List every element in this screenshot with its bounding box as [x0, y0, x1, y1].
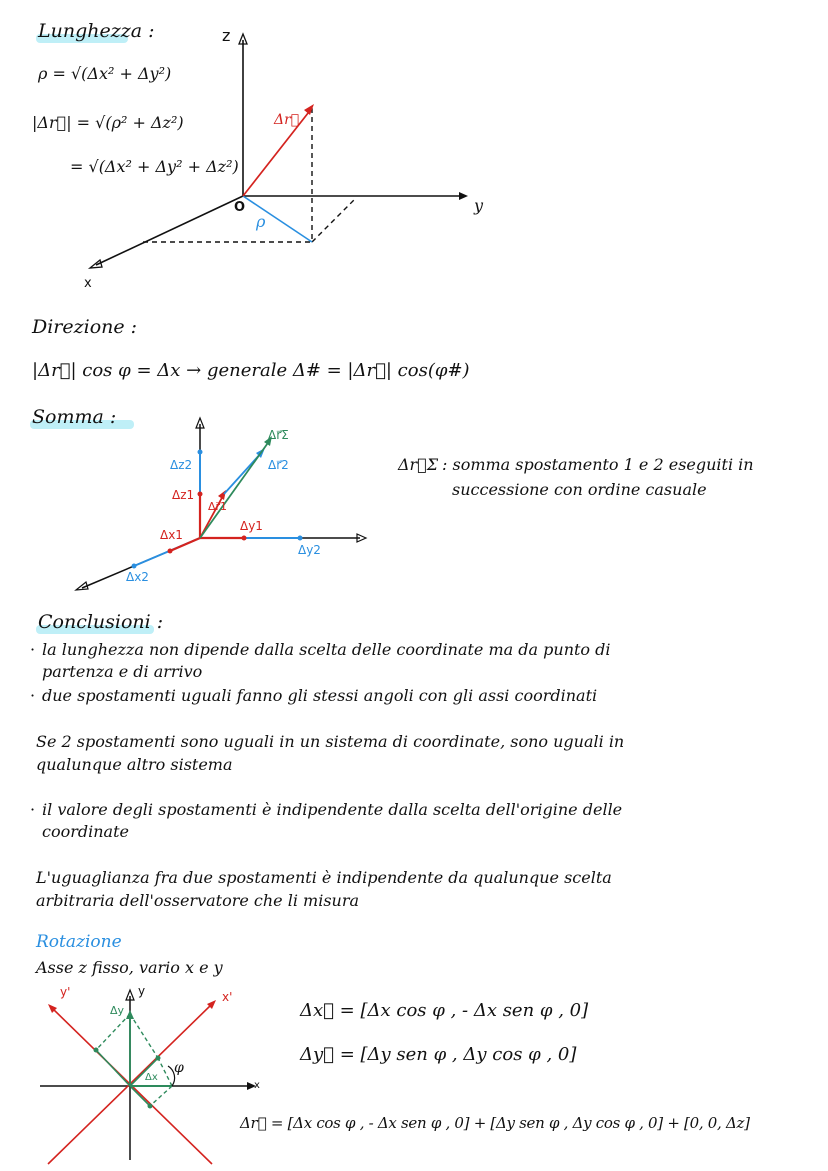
dy2-label: Δy2: [298, 543, 321, 557]
sum-note-symbol: Δr⃗Σ: [398, 455, 439, 474]
conclusion-para2-line1: L'uguaglianza fra due spostamenti è indipendente da qualunque scelta: [36, 868, 612, 887]
conclusion-para1-line1: Se 2 spostamenti sono uguali in un sistema di coordinate, sono uguali in: [36, 732, 625, 751]
conclusion-3-line1: il valore degli spostamenti è indipendente dalla scelta dell'origine delle: [42, 800, 623, 819]
bullet-dot: ·: [30, 686, 36, 705]
displacement-magnitude-equation: |Δr⃗| = √(ρ² + Δz²): [32, 113, 184, 132]
rot-eq-dx: Δx⃗ = [Δx cos φ , - Δx sen φ , 0]: [300, 1000, 589, 1021]
dy1-label: Δy1: [240, 519, 263, 533]
rot-y-axis-label: y: [138, 984, 146, 998]
rot-xprime-label: x': [222, 990, 233, 1004]
conclusion-2: due spostamenti uguali fanno gli stessi angoli con gli assi coordinati: [42, 686, 598, 705]
length-heading: Lunghezza :: [38, 20, 155, 42]
rot-dy-label: Δy: [110, 1004, 125, 1017]
rot-dx-label: Δx: [145, 1072, 158, 1083]
dr1-label: Δr⃗1: [208, 500, 228, 513]
rot-phi-label: φ: [174, 1060, 184, 1076]
conclusion-para1-line2: qualunque altro sistema: [36, 755, 233, 774]
displacement-label: Δr⃗: [274, 112, 300, 128]
y-axis-label: y: [474, 196, 484, 215]
origin-label: O: [234, 200, 246, 215]
rot-yprime-label: y': [60, 985, 71, 999]
sum-note-line2: successione con ordine casuale: [452, 480, 707, 499]
sum-vector-label: Δr⃗Σ: [268, 428, 289, 442]
conclusions-heading: Conclusioni :: [38, 611, 164, 633]
conclusion-1-line1: la lunghezza non dipende dalla scelta delle coordinate ma da punto di: [42, 640, 611, 659]
rot-x-axis-label: x: [254, 1080, 260, 1091]
rot-eq-dr: Δr⃗ = [Δx cos φ , - Δx sen φ , 0] + [Δy sen φ , Δy cos φ , 0] + [0, 0, Δz]: [240, 1114, 750, 1132]
x-axis-label: x: [84, 276, 92, 291]
rho-equation: ρ = √(Δx² + Δy²): [38, 64, 172, 83]
rho-label: ρ: [256, 212, 266, 231]
conclusion-1-line2: partenza e di arrivo: [42, 662, 203, 681]
dx2-label: Δx2: [126, 570, 149, 584]
bullet-dot: ·: [30, 640, 36, 659]
rotation-subtitle: Asse z fisso, vario x e y: [36, 958, 223, 977]
dr2-label: Δr⃗2: [268, 458, 289, 472]
bullet-dot: ·: [30, 800, 36, 819]
conclusion-3-line2: coordinate: [42, 822, 129, 841]
dx1-label: Δx1: [160, 528, 183, 542]
direction-equation: |Δr⃗| cos φ = Δx → generale Δ# = |Δr⃗| cos(φ#): [32, 360, 470, 381]
sum-note-line1: : somma spostamento 1 e 2 eseguiti in: [442, 455, 754, 474]
conclusion-para2-line2: arbitraria dell'osservatore che li misura: [36, 891, 360, 910]
displacement-magnitude-expanded: = √(Δx² + Δy² + Δz²): [70, 157, 239, 176]
direction-heading: Direzione :: [32, 316, 138, 338]
dz1-label: Δz1: [172, 488, 195, 502]
dz2-label: Δz2: [170, 458, 193, 472]
z-axis-label: z: [222, 26, 231, 45]
rotation-heading: Rotazione: [36, 932, 122, 952]
rot-eq-dy: Δy⃗ = [Δy sen φ , Δy cos φ , 0]: [300, 1044, 577, 1065]
sum-heading: Somma :: [32, 406, 117, 428]
